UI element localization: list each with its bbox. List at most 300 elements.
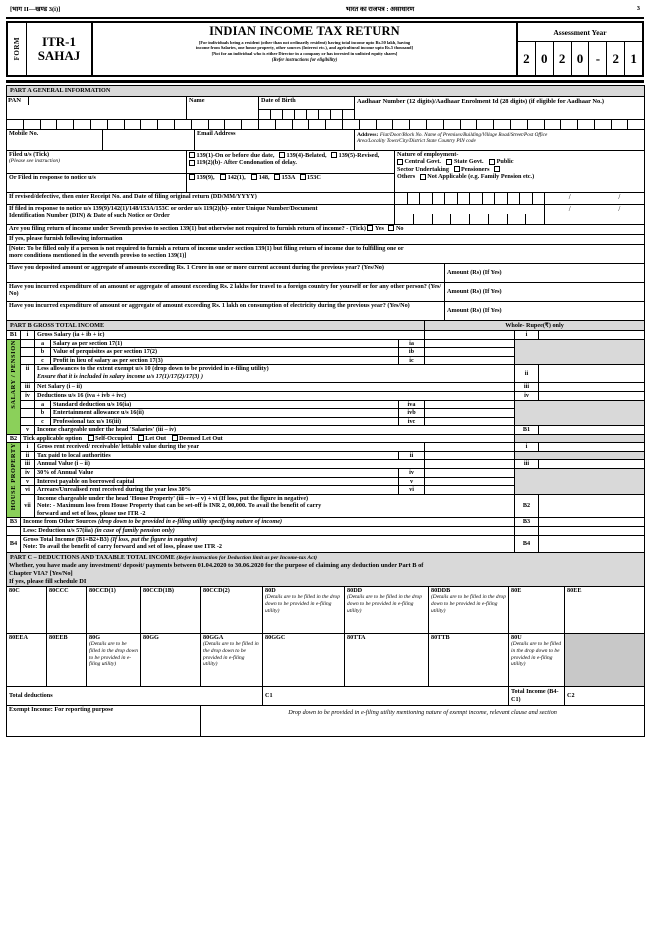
dob-box-4[interactable]: [295, 110, 307, 119]
aadhaar-box-19[interactable]: [309, 120, 326, 129]
receipt-box-8[interactable]: [483, 193, 496, 204]
deduction-cell-80g[interactable]: [87, 633, 141, 686]
filed-us-opt-0: 139(1)-On or before due date,: [196, 151, 275, 159]
b4-line-2: Note: To avail the benefit of carry forward and set of loss, please use ITR -2: [23, 543, 223, 551]
b2-row-iv-text: 30% of Annual Value: [35, 469, 399, 478]
form-subtitle-1: [For individuals being a resident (other than not ordinarily resident) having total income upto Rs.50 lakh, having: [198, 39, 411, 45]
b1-row-ivb-value[interactable]: [425, 409, 515, 418]
b3-text: Income from Other Sources: [23, 518, 98, 526]
or-filed-label: Or Filed in response to notice u/s: [7, 173, 187, 192]
b1-shaded-2: [515, 400, 645, 426]
filed-us-label-cell: [7, 150, 187, 173]
aadhaar-box-27[interactable]: [444, 120, 461, 129]
b2-shaded-ii: [515, 451, 645, 460]
checkbox-icon-public[interactable]: [489, 159, 495, 165]
receipt-box-5[interactable]: [445, 193, 458, 204]
aadhaar-box-6[interactable]: [91, 120, 108, 129]
aadhaar-box-23[interactable]: [377, 120, 394, 129]
receipt-box-4[interactable]: [433, 193, 446, 204]
deduction-code-80ccd2: 80CCD(2): [203, 586, 230, 594]
deduction-code-80g: 80G: [89, 633, 101, 641]
slash-1: /: [568, 192, 571, 201]
b1-row-iii-no: iii: [21, 383, 35, 392]
b1-row-ia-no: a: [35, 339, 51, 348]
or-filed-options-cell[interactable]: [187, 173, 395, 192]
b3-less-cell: [21, 526, 515, 535]
checkbox-icon-proviso-no[interactable]: [388, 225, 394, 231]
original-return-date-cell[interactable]: [545, 192, 645, 204]
employment-opt-2-b: Sector Undertaking: [397, 165, 449, 173]
receipt-no-boxes[interactable]: [395, 192, 545, 204]
aadhaar-box-1[interactable]: [7, 120, 24, 129]
b2-row-vi-text: Arrears/Unrealised rent received during the year less 30%: [35, 486, 399, 495]
address-fields-line-1: Flat/Door/Block No. Name of Premises/Building/Village Road/Street/Post Office: [379, 131, 548, 138]
date-slashes-2: [545, 205, 644, 214]
b1-row-iv-value[interactable]: [539, 391, 645, 400]
checkbox-icon-proviso-yes[interactable]: [367, 225, 373, 231]
dob-box-8[interactable]: [343, 110, 354, 119]
employment-line-1[interactable]: [397, 158, 642, 166]
aadhaar-box-22[interactable]: [360, 120, 377, 129]
deduction-code-80ttb: 80TTB: [431, 633, 450, 641]
b3-less-value[interactable]: [539, 526, 645, 535]
checkbox-icon-139-4[interactable]: [279, 152, 285, 158]
din-box-8[interactable]: [526, 214, 544, 224]
ay-digit-0[interactable]: 2: [518, 42, 536, 75]
aadhaar-label-cell: [355, 96, 645, 119]
b3-text-cell: [21, 518, 515, 527]
b1-row-i-blank: [425, 331, 515, 340]
receipt-box-6[interactable]: [458, 193, 471, 204]
checkbox-icon-139-1[interactable]: [189, 152, 195, 158]
aadhaar-box-15[interactable]: [242, 120, 259, 129]
part-b-header: PART B GROSS TOTAL INCOME: [7, 320, 425, 331]
b4-code: B4: [7, 535, 21, 552]
deduction-cell-80c[interactable]: [7, 586, 47, 633]
din-boxes[interactable]: [395, 204, 545, 224]
aadhaar-box-10[interactable]: [158, 120, 175, 129]
aadhaar-box-28[interactable]: [461, 120, 478, 129]
ay-digit-5[interactable]: 2: [607, 42, 625, 75]
b2-row-iii-blank: [425, 460, 515, 469]
filed-us-options-line2[interactable]: [189, 159, 392, 167]
revised-return-label: If revised/defective, then enter Receipt No. and Date of filing original return (DD/MM/YYYY): [7, 192, 395, 204]
b1-row-ivb-no: b: [35, 409, 51, 418]
aadhaar-box-8[interactable]: [125, 120, 142, 129]
address-fields-line-2: Area/Locality Town/City/District State Country PIN code: [357, 138, 476, 145]
b1-row-i-value[interactable]: [539, 331, 645, 340]
b1-row-iv-text: Deductions u/s 16 (iva + ivb + ivc): [35, 391, 515, 400]
b1-row-ivb-text: Entertainment allowance u/s 16(ii): [51, 409, 399, 418]
b2-row-ii-no: ii: [21, 451, 35, 460]
aadhaar-box-2[interactable]: [24, 120, 41, 129]
b2-option-cell[interactable]: [21, 434, 515, 443]
deduction-note-80u: (Details are to be filled in the drop down to be provided in e-filing utility): [511, 641, 562, 668]
deduction-cell-80ccc[interactable]: [47, 586, 87, 633]
form-title: INDIAN INCOME TAX RETURN: [209, 24, 400, 38]
b2-row-vii-ref: B2: [515, 494, 539, 518]
b1-row-v-value[interactable]: [539, 426, 645, 435]
b1-row-v-no: v: [21, 426, 35, 435]
b1-row-v-ref: B1: [515, 426, 539, 435]
deduction-code-80ccd1b: 80CCD(1B): [143, 586, 174, 594]
b1-row-ic-text: Profit in lieu of salary as per section 17(3): [51, 356, 399, 365]
b1-row-iv-ref: iv: [515, 391, 539, 400]
assessment-year-block: [518, 23, 642, 75]
assessment-year-boxes[interactable]: [518, 42, 642, 75]
b1-row-ivc-indent: [21, 417, 35, 426]
deduction-cell-80ccd1b[interactable]: [141, 586, 201, 633]
header-divider: [6, 17, 644, 19]
din-box-3[interactable]: [433, 214, 452, 224]
employment-cell[interactable]: [395, 150, 645, 192]
form-subtitle-2: income from Salaries, one house property, other sources (Interest etc.), and agricultural income upto Rs.5 thousand]: [196, 45, 413, 51]
deduction-note-80dd: (Details are to be filled in the drop down to be provided in e-filing utility): [347, 594, 422, 614]
aadhaar-box-31[interactable]: [511, 120, 528, 129]
receipt-box-12[interactable]: [533, 193, 545, 204]
b4-ref: B4: [515, 535, 539, 552]
aadhaar-box-36[interactable]: [595, 120, 612, 129]
checkbox-icon-139-9[interactable]: [189, 174, 195, 180]
aadhaar-box-30[interactable]: [494, 120, 511, 129]
b2-row-v-value[interactable]: [425, 477, 515, 486]
mobile-input[interactable]: [103, 129, 195, 150]
house-property-text: HOUSE PROPERTY: [9, 443, 17, 511]
part-c-header: [7, 552, 645, 562]
or-filed-opt-1: 142(1),: [227, 173, 246, 181]
seventh-proviso-question[interactable]: [7, 224, 645, 234]
aadhaar-box-32[interactable]: [528, 120, 545, 129]
b1-row-ia-value[interactable]: [425, 339, 515, 348]
b2-row-iv-value[interactable]: [425, 469, 515, 478]
deduction-cell-80eea[interactable]: [7, 633, 47, 686]
deduction-cell-80eeb[interactable]: [47, 633, 87, 686]
b2-row-i-value[interactable]: [539, 443, 645, 452]
checkbox-icon-142-1[interactable]: [220, 174, 226, 180]
checkbox-icon-others[interactable]: [494, 166, 500, 172]
b2-row-vi-value[interactable]: [425, 486, 515, 495]
b2-opt-0: Self-Occupied: [95, 434, 133, 442]
b1-row-ii-no: ii: [21, 365, 35, 383]
b2-row-i-blank: [425, 443, 515, 452]
dob-box-5[interactable]: [307, 110, 319, 119]
b2-row-iii-text: Annual Value (i – ii): [35, 460, 425, 469]
deduction-code-80gga: 80GGA: [203, 633, 224, 641]
total-income-ref[interactable]: C2: [565, 686, 645, 705]
checkbox-icon-state-govt[interactable]: [446, 159, 452, 165]
b1-row-iv-no: iv: [21, 391, 35, 400]
deduction-note-80gga: (Details are to be filled in the drop down to be provided in e-filing utility): [203, 641, 259, 668]
din-box-4[interactable]: [451, 214, 470, 224]
checkbox-icon-pensioners[interactable]: [454, 166, 460, 172]
deduction-cell-80e[interactable]: [509, 586, 565, 633]
aadhaar-box-33[interactable]: [545, 120, 562, 129]
b3-text-italic: (drop down to be provided in e-filing utility specifying nature of income): [97, 518, 283, 526]
aadhaar-box-21[interactable]: [343, 120, 360, 129]
part-b-table: [6, 320, 645, 553]
b1-row-ia-text: Salary as per section 17(1): [51, 339, 399, 348]
pan-field-group[interactable]: [7, 96, 187, 119]
b1-row-ic-value[interactable]: [425, 356, 515, 365]
aadhaar-box-24[interactable]: [393, 120, 410, 129]
aadhaar-box-9[interactable]: [141, 120, 158, 129]
b1-row-ib-sub: ib: [399, 348, 425, 357]
aadhaar-box-18[interactable]: [293, 120, 310, 129]
receipt-box-10[interactable]: [508, 193, 521, 204]
aadhaar-box-11[interactable]: [175, 120, 192, 129]
employment-opt-1: State Govt.: [453, 158, 484, 166]
b2-row-iii-value[interactable]: [539, 460, 645, 469]
b3-value[interactable]: [539, 518, 645, 527]
b4-text-cell: [21, 535, 515, 552]
total-deductions-label: Total deductions: [7, 686, 263, 705]
b4-line-1-italic: (If loss, put the figure in negative): [110, 535, 198, 543]
seventh-proviso-yes: Yes: [374, 224, 384, 232]
aadhaar-box-25[interactable]: [410, 120, 427, 129]
b1-row-i-no: i: [21, 331, 35, 340]
deduction-cell-80ccd1[interactable]: [87, 586, 141, 633]
b4-value[interactable]: [539, 535, 645, 552]
b2-row-iv-sub: iv: [399, 469, 425, 478]
b2-row-ii-text: Tax paid to local authorities: [35, 451, 399, 460]
deduction-cell-80u[interactable]: [509, 633, 565, 686]
checkbox-icon-139-5[interactable]: [331, 152, 337, 158]
aadhaar-box-3[interactable]: [41, 120, 58, 129]
din-box-2[interactable]: [414, 214, 433, 224]
proviso-note-line-1: [Note: To be filled only if a person is not required to furnish a return of income under section 139(1) but filing return of income due to fulfilling one or: [9, 244, 404, 252]
employment-line-2[interactable]: [397, 166, 642, 174]
or-filed-opt-4: 153C: [307, 173, 321, 181]
aadhaar-box-35[interactable]: [578, 120, 595, 129]
din-box-1[interactable]: [395, 214, 414, 224]
slash-3: /: [568, 204, 571, 213]
b1-row-iii-value[interactable]: [539, 383, 645, 392]
deduction-code-80gg: 80GG: [143, 633, 159, 641]
b1-row-iva-text: Standard deduction u/s 16(ia): [51, 400, 399, 409]
b1-row-ia-indent: [21, 339, 35, 348]
ay-digit-2[interactable]: 2: [554, 42, 572, 75]
question-electricity-amount[interactable]: Amount (Rs) (If Yes): [445, 301, 645, 320]
checkbox-icon-153c[interactable]: [300, 174, 306, 180]
aadhaar-box-37[interactable]: [612, 120, 629, 129]
din-box-7[interactable]: [508, 214, 527, 224]
b1-row-ib-value[interactable]: [425, 348, 515, 357]
b1-code: B1: [7, 331, 21, 340]
b2-row-vi-sub: vi: [399, 486, 425, 495]
employment-opt-3: Pensioners: [461, 165, 490, 173]
aadhaar-boxes-row[interactable]: [7, 119, 645, 129]
gazette-left: [भाग II—खण्ड 3(i)]: [10, 5, 61, 13]
b2-row-iii-ref: iii: [515, 460, 539, 469]
filed-us-opt-2: 139(5)-Revised,: [338, 151, 380, 159]
aadhaar-boxes[interactable]: [7, 120, 644, 129]
deduction-cell-80tta[interactable]: [345, 633, 429, 686]
b1-shaded-1: [515, 339, 645, 365]
b2-final-line-3: forward and set of loss, please use ITR -2: [37, 509, 146, 517]
deduction-cell-80ccd2[interactable]: [201, 586, 263, 633]
b3-code: B3: [7, 518, 21, 527]
b2-row-i-no: i: [21, 443, 35, 452]
dob-label: Date of Birth: [259, 96, 355, 109]
b2-shaded-2: [515, 469, 645, 495]
question-deposit-amount[interactable]: Amount (Rs) (If Yes): [445, 263, 645, 282]
deduction-cell-80ddb[interactable]: [429, 586, 509, 633]
b2-row-iv-no: iv: [21, 469, 35, 478]
receipt-box-2[interactable]: [408, 193, 421, 204]
employment-opt-0: Central Govt.: [404, 158, 441, 166]
deduction-cell-80d[interactable]: [263, 586, 345, 633]
checkbox-icon-153a[interactable]: [274, 174, 280, 180]
aadhaar-label: Aadhaar Number (12 digits)/Aadhaar Enrolment Id (28 digits) (if eligible for Aadhaar No.): [357, 97, 604, 105]
ay-digit-6[interactable]: 1: [630, 50, 637, 66]
dob-boxes[interactable]: [259, 109, 355, 119]
filed-us-opt-3: 119(2)(b)- After Condonation of delay.: [196, 159, 297, 167]
b1-row-iva-indent: [21, 400, 35, 409]
aadhaar-box-12[interactable]: [192, 120, 209, 129]
b1-row-i-ref: i: [515, 331, 539, 340]
b3-less-italic: (in case of family pension only): [94, 526, 175, 534]
checkbox-icon-deemed-let-out[interactable]: [172, 435, 178, 441]
deduction-note-80d: (Details are to be filled in the drop down to be provided in e-filing utility): [265, 594, 340, 614]
b2-final-line-2: Note: - Maximum loss from House Property that can be set-off is INR 2, 00,000. To avail the benefit of carry: [37, 502, 322, 510]
notice-din-line-1: If filed in response to notice u/s 139(9)/142(1)/148/153A/153C or order u/s 119(2)(b)- enter Unique Number/Document: [9, 204, 318, 212]
b3-less-text: Less: Deduction u/s 57(iia): [23, 526, 95, 534]
deduction-cell-80ttb[interactable]: [429, 633, 509, 686]
deduction-cell-empty: [565, 633, 645, 686]
deduction-code-80ee: 80EE: [567, 586, 582, 594]
exempt-income-note: Drop down to be provided in e-filing utility mentioning nature of exempt income, relevant clause and section: [201, 705, 645, 736]
deduction-note-80g: (Details are to be filled in the drop down to be provided in e-filing utility): [89, 641, 138, 668]
b1-row-iva-value[interactable]: [425, 400, 515, 409]
question-travel-text: Have you incurred expenditure of an amount or aggregate of amount exceeding Rs. 2 lakhs for travel to a foreign country for yourself or for any other person? (Yes/ No): [7, 282, 445, 301]
dob-box-2[interactable]: [271, 110, 283, 119]
b1-row-ib-indent: [21, 348, 35, 357]
receipt-box-3[interactable]: [420, 193, 433, 204]
form-masthead: [6, 21, 644, 77]
din-box-5[interactable]: [470, 214, 489, 224]
form-code-line2: SAHAJ: [37, 48, 81, 63]
filed-us-options-cell[interactable]: [187, 150, 395, 173]
deduction-code-80u: 80U: [511, 633, 522, 641]
checkbox-icon-119-2b[interactable]: [189, 160, 195, 166]
email-label: Email Address: [195, 129, 355, 150]
form-word-text: FORM: [13, 37, 21, 61]
notice-date-cell[interactable]: [545, 204, 645, 224]
question-travel-amount[interactable]: Amount (Rs) (If Yes): [445, 282, 645, 301]
name-field[interactable]: Name: [187, 96, 259, 119]
b1-row-ib-text: Value of perquisites as per section 17(2): [51, 348, 399, 357]
ay-digit-1[interactable]: 0: [536, 42, 554, 75]
question-electricity-text: Have you incurred expenditure of amount or aggregate of amount exceeding Rs. 1 lakh on consumption of electricity during the previous year? (Yes/No): [7, 301, 445, 320]
checkbox-icon-self-occupied[interactable]: [88, 435, 94, 441]
checkbox-icon-let-out[interactable]: [138, 435, 144, 441]
form-title-block: [93, 23, 518, 75]
receipt-box-7[interactable]: [470, 193, 483, 204]
dob-box-7[interactable]: [331, 110, 343, 119]
aadhaar-box-4[interactable]: [57, 120, 74, 129]
b1-row-iii-ref: iii: [515, 383, 539, 392]
aadhaar-box-34[interactable]: [561, 120, 578, 129]
checkbox-icon-not-applicable[interactable]: [420, 174, 426, 180]
b1-row-v-text: Income chargeable under the head 'Salaries' (iii – iv): [35, 426, 515, 435]
aadhaar-box-13[interactable]: [209, 120, 226, 129]
part-b-header-right: Whole- Rupee(₹) only: [425, 320, 645, 331]
employment-opt-5: Not Applicable (e.g. Family Pension etc.): [427, 173, 535, 181]
address-label: Address:: [357, 131, 379, 138]
address-cell[interactable]: [355, 129, 645, 150]
checkbox-icon-central-govt[interactable]: [397, 159, 403, 165]
checkbox-icon-148[interactable]: [251, 174, 257, 180]
b1-row-iva-sub: iva: [399, 400, 425, 409]
notice-din-line-2: Identification Number (DIN) & Date of such Notice or Order: [9, 212, 170, 220]
b3-ref: B3: [515, 518, 539, 527]
assessment-year-label: Assessment Year: [518, 23, 642, 42]
deduction-cell-80ee[interactable]: [565, 586, 645, 633]
b1-row-ii-text-cell: [35, 365, 515, 383]
receipt-box-9[interactable]: [495, 193, 508, 204]
dob-box-3[interactable]: [283, 110, 295, 119]
employment-label: Nature of employment-: [397, 150, 459, 158]
total-deductions-ref[interactable]: C1: [263, 686, 509, 705]
or-filed-opt-3: 153A: [281, 173, 295, 181]
b1-row-ii-ref: ii: [515, 365, 539, 383]
filed-us-label: Filed u/s (Tick): [9, 150, 50, 158]
employment-opt-4: Others: [397, 173, 416, 181]
aadhaar-box-38[interactable]: [628, 120, 644, 129]
b1-row-ivc-value[interactable]: [425, 417, 515, 426]
aadhaar-box-5[interactable]: [74, 120, 91, 129]
deduction-code-80ccd1: 80CCD(1): [89, 586, 116, 594]
din-box-6[interactable]: [489, 214, 508, 224]
filed-us-options-line1[interactable]: [189, 152, 392, 160]
aadhaar-box-14[interactable]: [225, 120, 242, 129]
b1-row-iii-text: Net Salary (i – ii): [35, 383, 515, 392]
aadhaar-box-16[interactable]: [259, 120, 276, 129]
dob-box-1[interactable]: [259, 110, 271, 119]
ay-digit-3[interactable]: 0: [572, 42, 590, 75]
b1-row-ii-value[interactable]: [539, 365, 645, 383]
deduction-cell-80gg[interactable]: [141, 633, 201, 686]
dob-box-6[interactable]: [319, 110, 331, 119]
notice-din-label: [7, 204, 395, 224]
b1-row-ic-sub: ic: [399, 356, 425, 365]
b2-row-ii-value[interactable]: [425, 451, 515, 460]
gazette-center: भारत का राजपत्र : असाधारण: [345, 5, 415, 13]
aadhaar-box-17[interactable]: [276, 120, 293, 129]
date-slashes-1: [545, 193, 644, 202]
receipt-box-11[interactable]: [520, 193, 533, 204]
aadhaar-box-29[interactable]: [477, 120, 494, 129]
aadhaar-box-20[interactable]: [326, 120, 343, 129]
filed-us-note: (Please see instruction): [9, 158, 60, 165]
aadhaar-box-26[interactable]: [427, 120, 444, 129]
b1-row-ii-text2: Ensure that it is included in salary income u/s 17(1)/17(2)/17(3) ): [37, 372, 204, 380]
ay-separator: -: [589, 42, 607, 75]
employment-line-3[interactable]: [397, 173, 642, 181]
deduction-cell-80gga[interactable]: [201, 633, 263, 686]
b2-row-vii-value[interactable]: [539, 494, 645, 518]
deduction-cell-80dd[interactable]: [345, 586, 429, 633]
deduction-code-80eeb: 80EEB: [49, 633, 68, 641]
seventh-proviso-text: Are you filing return of income under Seventh proviso to section 139(1) but otherwise not required to furnish return of income? - (Tick): [9, 224, 366, 232]
deduction-cell-80ggc[interactable]: [263, 633, 345, 686]
aadhaar-box-7[interactable]: [108, 120, 125, 129]
deduction-code-80d: 80D: [265, 586, 276, 594]
part-a-table: [6, 85, 645, 321]
receipt-box-1[interactable]: [395, 193, 408, 204]
b2-row-v-no: v: [21, 477, 35, 486]
pan-label: PAN: [7, 97, 29, 105]
